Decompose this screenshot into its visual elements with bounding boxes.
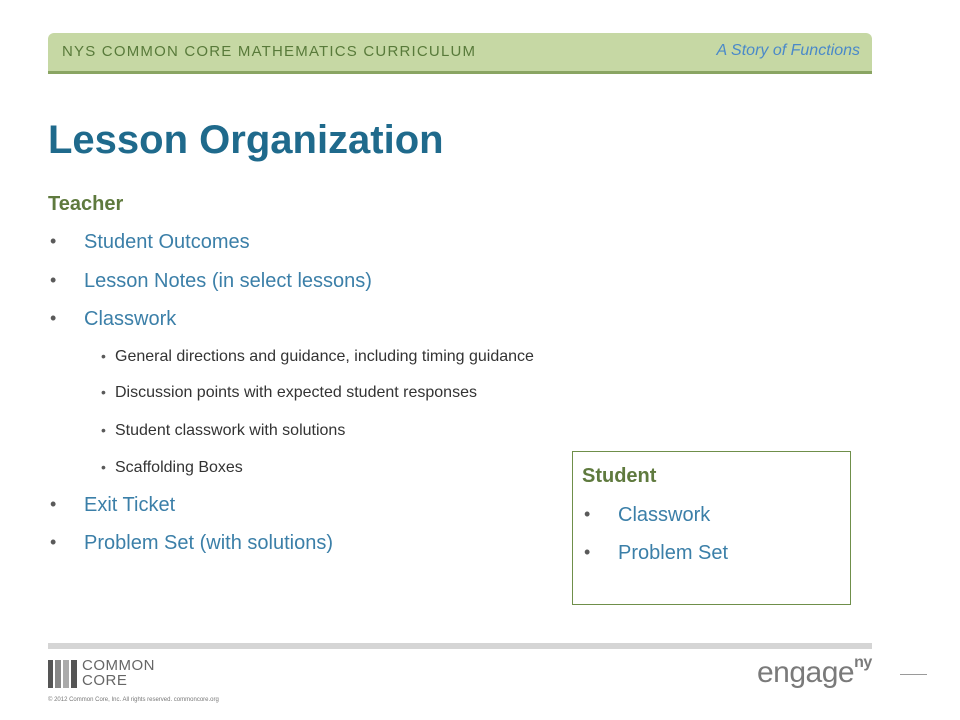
bullet-icon: • (50, 270, 57, 290)
teacher-item-exit-ticket: • Exit Ticket (50, 494, 176, 516)
header-divider (48, 71, 872, 74)
footer-side-rule (900, 674, 927, 675)
bullet-icon: • (50, 532, 57, 552)
classwork-subitem-discussion: • Discussion points with expected student responses (101, 384, 477, 401)
student-item-problem-set: • Problem Set (584, 542, 729, 564)
student-heading: Student (582, 465, 657, 487)
page-title: Lesson Organization (48, 118, 444, 162)
bullet-icon: • (101, 459, 106, 475)
bullet-icon: • (50, 494, 57, 514)
common-core-wordmark: COMMON CORE (82, 657, 155, 689)
bullet-icon: • (50, 308, 57, 328)
classwork-subitem-student-classwork: • Student classwork with solutions (101, 422, 346, 439)
curriculum-label: NYS COMMON CORE MATHEMATICS CURRICULUM (62, 43, 477, 60)
teacher-item-student-outcomes: • Student Outcomes (50, 231, 250, 253)
teacher-item-classwork: • Classwork (50, 308, 177, 330)
teacher-item-problem-set: • Problem Set (with solutions) (50, 532, 333, 554)
student-item-classwork: • Classwork (584, 504, 711, 526)
teacher-item-lesson-notes: • Lesson Notes (in select lessons) (50, 270, 372, 292)
classwork-subitem-scaffolding: • Scaffolding Boxes (101, 459, 243, 476)
teacher-heading: Teacher (48, 193, 124, 215)
classwork-subitem-directions: • General directions and guidance, including timing guidance (101, 348, 534, 365)
bullet-icon: • (101, 384, 106, 400)
bullet-icon: • (584, 504, 591, 524)
bullet-icon: • (101, 422, 106, 438)
copyright-notice: © 2012 Common Core, Inc. All rights reserved. commoncore.org (48, 697, 219, 703)
footer-divider (48, 643, 872, 649)
bullet-icon: • (584, 542, 591, 562)
engageny-logo: engage$^{ny}$ (757, 654, 872, 689)
module-title: A Story of Functions (716, 42, 860, 59)
common-core-logo-icon (48, 660, 78, 688)
bullet-icon: • (101, 348, 106, 364)
bullet-icon: • (50, 231, 57, 251)
